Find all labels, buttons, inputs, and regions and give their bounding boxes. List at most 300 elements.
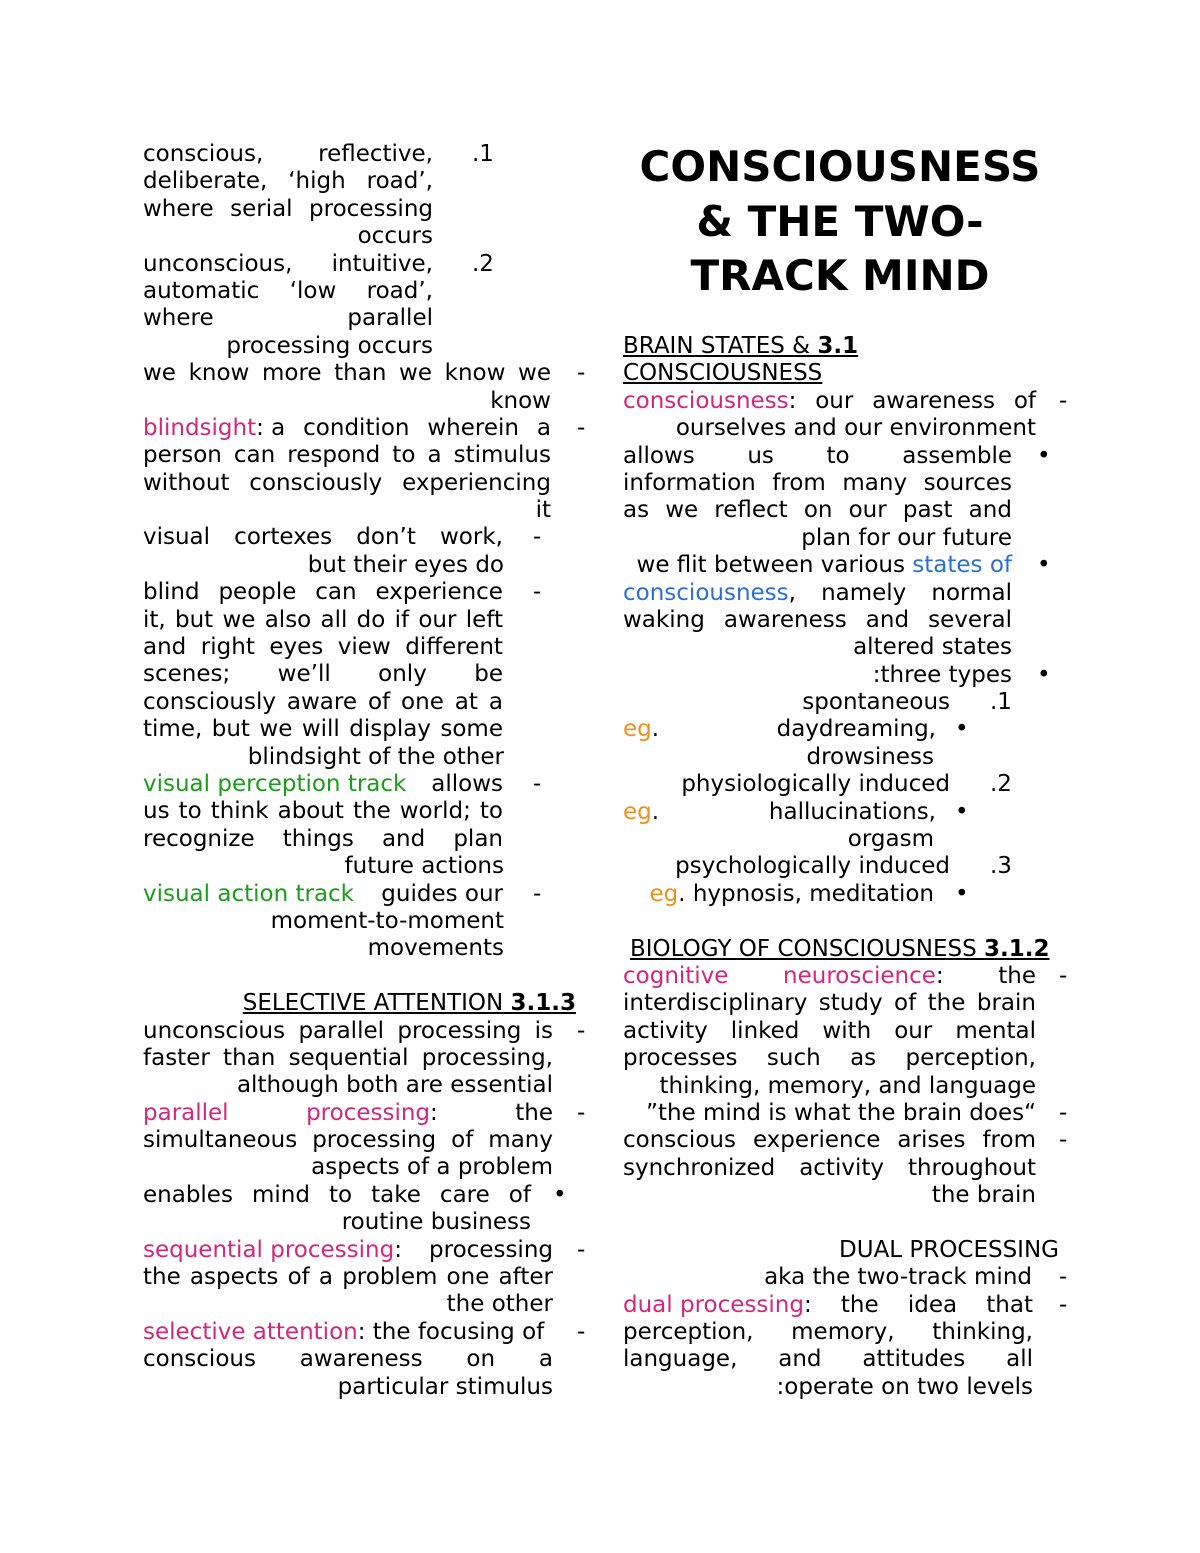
text-fragment: , xyxy=(788,579,796,606)
word: we xyxy=(665,497,699,524)
text-line: routine business xyxy=(341,1209,531,1236)
word: ‘high xyxy=(288,168,346,195)
word: the xyxy=(143,1264,181,1291)
text-line xyxy=(143,524,503,551)
word: if xyxy=(394,606,410,633)
word: we xyxy=(222,606,256,633)
word: at xyxy=(454,688,478,715)
word: and xyxy=(968,497,1012,524)
section-heading xyxy=(600,333,1200,360)
word: stimulus xyxy=(453,442,551,469)
text-line xyxy=(143,168,433,195)
text-line xyxy=(143,1018,553,1045)
word: and xyxy=(865,606,910,633)
word: throughout xyxy=(907,1154,1036,1181)
word: the xyxy=(352,798,391,825)
word: of xyxy=(367,688,391,715)
word: we’ll xyxy=(277,661,331,688)
word: where xyxy=(143,195,214,222)
word: attitudes xyxy=(862,1346,966,1373)
word: processing xyxy=(312,1127,437,1154)
word: than xyxy=(334,360,387,387)
term-sequential-processing: sequential processing xyxy=(143,1236,395,1263)
text-fragment: the xyxy=(515,1099,553,1126)
word: person xyxy=(143,442,222,469)
term-selective-attention: selective attention xyxy=(143,1318,358,1345)
word: to xyxy=(329,1181,353,1208)
list-marker: .3 xyxy=(990,853,1012,880)
list-item xyxy=(0,881,600,908)
word: of xyxy=(451,1127,474,1154)
text-line xyxy=(623,497,1012,524)
word: conscious xyxy=(623,1127,736,1154)
word: and xyxy=(143,634,187,661)
word: awareness xyxy=(299,1346,423,1373)
word: a xyxy=(427,442,442,469)
word: is xyxy=(534,1017,553,1044)
term-visual-action-track: visual action track xyxy=(143,880,354,907)
word: about xyxy=(277,798,344,825)
text-line: thinking, memory, and language xyxy=(659,1072,1036,1099)
word: conscious, xyxy=(143,141,264,167)
list-item xyxy=(0,771,600,798)
word: sources xyxy=(923,469,1012,496)
word: and xyxy=(778,1346,822,1373)
text-fragment: : the focusing of xyxy=(357,1318,545,1345)
page-title xyxy=(600,140,1080,304)
text-line: moment-to-moment xyxy=(270,907,504,934)
list-item-level-2 xyxy=(600,771,1200,798)
list-item xyxy=(600,963,1200,990)
word: some xyxy=(440,716,503,743)
text-line: plan for our future xyxy=(801,524,1012,551)
word: but xyxy=(175,606,214,633)
list-marker: - xyxy=(577,1099,586,1126)
text-line: occurs xyxy=(357,223,433,250)
text-line: movements xyxy=(367,935,504,962)
word: all xyxy=(1006,1346,1033,1373)
word: experience xyxy=(375,579,503,606)
word: things xyxy=(282,825,354,852)
bullet-marker: • xyxy=(955,798,969,825)
text-line xyxy=(143,141,433,168)
word: to xyxy=(826,442,850,469)
bullet-marker: • xyxy=(1037,661,1051,688)
word: cortexes xyxy=(234,524,333,551)
text-line xyxy=(143,1127,553,1154)
text-line: :operate on two levels xyxy=(776,1373,1033,1400)
text-fragment: : xyxy=(788,387,797,414)
word: activity xyxy=(623,1017,708,1044)
list-item xyxy=(0,579,600,606)
list-marker: - xyxy=(1059,387,1068,414)
text-line: although both are essential xyxy=(236,1072,553,1099)
word: after xyxy=(498,1264,553,1291)
text-line: physiologically induced xyxy=(681,771,950,798)
word: our xyxy=(848,497,887,524)
list-marker: .1 xyxy=(990,689,1012,716)
word: experiencing xyxy=(402,469,551,496)
list-item xyxy=(600,1292,1200,1319)
text-line: it xyxy=(535,497,551,524)
list-marker: - xyxy=(533,770,542,797)
word: mental xyxy=(955,1017,1036,1044)
word: as xyxy=(623,497,650,524)
word: enables xyxy=(143,1181,233,1208)
text-line: processing occurs xyxy=(226,332,433,359)
term-consciousness: consciousness xyxy=(623,387,789,414)
word: us xyxy=(747,442,774,469)
list-marker: - xyxy=(533,579,542,606)
section-heading xyxy=(600,1237,1200,1264)
list-item xyxy=(0,1237,600,1264)
word: know xyxy=(444,360,506,387)
word: recognize xyxy=(143,825,255,852)
text-line xyxy=(143,1264,553,1291)
bullet-marker: • xyxy=(1037,552,1051,579)
text-line xyxy=(143,716,503,743)
text-line xyxy=(143,634,503,661)
word: experience xyxy=(752,1127,881,1154)
heading-text: DUAL PROCESSING xyxy=(839,1236,1059,1263)
word: awareness xyxy=(723,606,847,633)
word: to xyxy=(479,798,503,825)
term-parallel: parallel xyxy=(143,1099,229,1126)
left-column xyxy=(0,141,600,1401)
text-line xyxy=(143,470,551,497)
word: assemble xyxy=(902,442,1012,469)
list-marker: - xyxy=(1059,1127,1068,1154)
word: from xyxy=(772,469,826,496)
list-item xyxy=(0,1018,600,1045)
word: conscious xyxy=(143,1346,256,1373)
eg-label: eg xyxy=(623,798,652,825)
word: people xyxy=(218,579,297,606)
heading-number: 3.1.2 xyxy=(984,935,1050,962)
text-fragment: the xyxy=(998,962,1036,989)
text-line xyxy=(143,689,503,716)
word: it, xyxy=(143,606,166,633)
word: simultaneous xyxy=(143,1127,298,1154)
list-item xyxy=(0,415,600,442)
word: work, xyxy=(439,524,503,551)
list-item-level-1 xyxy=(0,141,600,168)
list-item xyxy=(600,1100,1200,1127)
word: study xyxy=(818,990,883,1017)
text-line: future actions xyxy=(344,853,504,880)
list-marker: - xyxy=(533,880,542,907)
list-item xyxy=(0,1182,600,1209)
word: only xyxy=(378,661,427,688)
word: know xyxy=(188,360,250,387)
text-fragment: : xyxy=(803,1291,812,1318)
text-fragment: guides our xyxy=(373,880,503,907)
word: parallel xyxy=(347,305,433,332)
list-marker: - xyxy=(577,360,586,387)
word: without xyxy=(143,469,230,496)
title-line: CONSCIOUSNESS xyxy=(639,142,1041,191)
word: left xyxy=(465,606,503,633)
word: processing, xyxy=(421,1044,553,1071)
word: reflective, xyxy=(318,141,433,167)
term-visual-perception-track: visual perception track xyxy=(143,770,407,797)
heading-text: CONSCIOUSNESS xyxy=(623,360,823,387)
word: a xyxy=(318,1264,334,1291)
word: perception, xyxy=(905,1045,1036,1072)
title-line: & THE TWO- xyxy=(696,196,984,246)
word: can xyxy=(315,579,357,606)
heading-text: BRAIN STATES & xyxy=(623,333,818,359)
text-line xyxy=(143,579,503,606)
word: serial xyxy=(230,195,293,222)
text-line: orgasm xyxy=(847,826,934,853)
text-line xyxy=(623,607,1012,634)
word: consciously xyxy=(249,469,383,496)
text-line xyxy=(623,1127,1036,1154)
text-line: the brain xyxy=(931,1182,1036,1209)
word: as xyxy=(850,1045,877,1072)
text-line xyxy=(143,798,503,825)
list-marker: - xyxy=(1059,962,1068,989)
text-line xyxy=(143,442,551,469)
text-fragment: : xyxy=(935,962,944,989)
list-item xyxy=(600,662,1200,689)
text-line: aspects of a problem xyxy=(311,1154,553,1181)
text-fragment: daydreaming, xyxy=(776,716,936,743)
text-fragment: the xyxy=(840,1291,879,1318)
word: take xyxy=(371,1181,421,1208)
list-marker: .1 xyxy=(472,141,494,167)
word: of xyxy=(287,1264,310,1291)
text-line xyxy=(623,1346,1033,1373)
word: we xyxy=(399,360,433,387)
word: a xyxy=(538,1346,553,1373)
word: we xyxy=(143,360,176,387)
word: allows xyxy=(623,442,695,469)
word: linked xyxy=(730,1017,800,1044)
word: faster xyxy=(143,1044,210,1071)
text-line xyxy=(143,1045,553,1072)
word: mind xyxy=(251,1181,310,1208)
word: brain xyxy=(976,990,1036,1017)
word: past xyxy=(902,497,953,524)
word: visual xyxy=(143,524,211,551)
word: world; xyxy=(399,798,471,825)
word: think xyxy=(210,798,269,825)
term-cognitive: cognitive xyxy=(623,962,729,989)
heading-number: 3.1.3 xyxy=(510,990,576,1017)
word: several xyxy=(928,606,1012,633)
bullet-marker: • xyxy=(955,880,969,907)
word: information xyxy=(623,469,756,496)
text-fragment: normal xyxy=(931,579,1012,606)
text-line xyxy=(143,305,433,332)
word: sequential xyxy=(288,1044,409,1071)
word: arises xyxy=(897,1127,966,1154)
list-item xyxy=(600,1127,1200,1154)
word: intuitive, xyxy=(331,250,433,277)
right-column xyxy=(600,333,1200,1401)
text-fragment: a xyxy=(536,414,551,441)
word: activity xyxy=(799,1154,884,1181)
text-fragment: condition xyxy=(303,414,410,441)
text-fragment: awareness xyxy=(872,387,995,414)
text-line xyxy=(143,661,503,688)
term-neuroscience: neuroscience xyxy=(783,962,936,989)
text-line: :three types xyxy=(872,661,1012,688)
word: consciously xyxy=(143,688,276,715)
title-line: TRACK MIND xyxy=(690,251,990,300)
text-fragment: . hypnosis, meditation xyxy=(678,880,934,907)
bullet-marker: • xyxy=(1037,442,1051,469)
text-fragment: hallucinations, xyxy=(768,798,936,825)
word: one xyxy=(446,1264,490,1291)
text-line xyxy=(623,1045,1036,1072)
list-marker: .2 xyxy=(990,771,1012,798)
word: all xyxy=(320,606,348,633)
text-line xyxy=(623,990,1036,1017)
list-item-level-1 xyxy=(600,689,1200,716)
term-processing: processing xyxy=(306,1099,431,1126)
word: more xyxy=(261,360,322,387)
word: of xyxy=(508,1181,531,1208)
word: with xyxy=(822,1017,872,1044)
word: than xyxy=(223,1044,276,1071)
text-line: but their eyes do xyxy=(307,551,504,578)
text-fragment: of xyxy=(1013,387,1036,414)
term-blindsight: blindsight xyxy=(143,414,257,441)
section-heading xyxy=(0,990,600,1017)
text-line: blindsight of the other xyxy=(247,743,504,770)
example-item: eg. hallucinations, • xyxy=(623,798,969,825)
word: ‘low xyxy=(289,277,337,304)
list-item xyxy=(600,552,1200,579)
list-item-level-3 xyxy=(600,853,1200,880)
list-marker: .2 xyxy=(472,250,494,277)
text-line xyxy=(623,1319,1033,1346)
word: processing xyxy=(309,195,433,222)
word: reflect xyxy=(714,497,788,524)
word: many xyxy=(842,469,908,496)
word: plan xyxy=(453,825,503,852)
word: deliberate, xyxy=(143,168,268,195)
word: processes xyxy=(623,1045,738,1072)
example-item xyxy=(600,881,1200,908)
word: one xyxy=(401,688,444,715)
list-item xyxy=(0,1319,600,1346)
word: processing xyxy=(397,1017,522,1044)
word: of xyxy=(894,990,917,1017)
list-item xyxy=(0,360,600,387)
text-fragment: : xyxy=(430,1099,438,1126)
word: problem xyxy=(342,1264,438,1291)
list-marker: - xyxy=(1059,1291,1068,1318)
heading-text: SELECTIVE ATTENTION xyxy=(242,990,504,1017)
term-consciousness-continued: consciousness xyxy=(623,579,789,606)
text-line xyxy=(143,251,433,278)
text-line: the other xyxy=(446,1291,553,1318)
word: road’, xyxy=(366,168,433,195)
text-line: psychologically induced xyxy=(675,853,950,880)
text-line: altered states xyxy=(853,634,1012,661)
word: road’, xyxy=(366,277,433,304)
heading-number: 3.1 xyxy=(817,333,859,359)
text-fragment: namely xyxy=(821,579,907,606)
list-marker: - xyxy=(1059,1099,1068,1126)
text-fragment: : a xyxy=(256,414,286,441)
word: do xyxy=(356,606,386,633)
word: don’t xyxy=(356,524,416,551)
text-fragment: : xyxy=(394,1236,402,1263)
word: unconscious, xyxy=(143,250,293,277)
word: we xyxy=(518,360,551,387)
word: also xyxy=(264,606,312,633)
list-marker: - xyxy=(1059,1264,1068,1291)
text-fragment: wherein xyxy=(427,414,519,441)
bullet-marker: • xyxy=(553,1181,567,1208)
text-line: ”the mind is what the brain does“ xyxy=(646,1099,1036,1126)
text-line xyxy=(143,360,551,387)
term-states-of-consciousness: states of xyxy=(912,552,1012,579)
word: and xyxy=(381,825,426,852)
word: thinking, xyxy=(932,1319,1033,1346)
text-line xyxy=(623,443,1012,470)
word: waking xyxy=(623,606,705,633)
word: us xyxy=(143,798,170,825)
text-fragment: allows xyxy=(423,770,503,797)
word: the xyxy=(927,990,966,1017)
word: to xyxy=(178,798,202,825)
word: on xyxy=(803,497,833,524)
text-fragment: our xyxy=(815,387,854,414)
word: but xyxy=(211,716,250,743)
word: unconscious xyxy=(143,1017,286,1044)
word: our xyxy=(418,606,457,633)
word: can xyxy=(233,442,276,469)
word: right xyxy=(200,634,255,661)
word: to xyxy=(392,442,416,469)
text-line: aka the two-track mind xyxy=(764,1264,1032,1291)
text-line xyxy=(143,278,433,305)
text-line xyxy=(143,826,503,853)
text-line: particular stimulus xyxy=(337,1373,553,1400)
word: scenes; xyxy=(143,661,231,688)
word: aware xyxy=(286,688,357,715)
eg-label: eg xyxy=(649,880,679,907)
list-item xyxy=(600,443,1200,470)
word: such xyxy=(766,1045,821,1072)
list-marker: - xyxy=(577,1236,586,1263)
eg-label: eg xyxy=(623,716,652,743)
text-line xyxy=(623,1018,1036,1045)
term-dual-processing: dual processing xyxy=(623,1291,804,1318)
bullet-marker: • xyxy=(955,716,969,743)
list-item xyxy=(0,1100,600,1127)
text-line: ourselves and our environment xyxy=(675,415,1036,442)
word: time, xyxy=(143,716,203,743)
word: eyes xyxy=(269,634,324,661)
word: be xyxy=(474,661,503,688)
word: care xyxy=(439,1181,490,1208)
section-heading xyxy=(600,936,1200,963)
word: interdisciplinary xyxy=(623,990,808,1017)
list-item xyxy=(600,1264,1200,1291)
word: different xyxy=(405,634,503,661)
word: many xyxy=(488,1127,553,1154)
text-line xyxy=(143,1346,553,1373)
text-fragment: we flit between various xyxy=(636,552,913,579)
word: language, xyxy=(623,1346,738,1373)
